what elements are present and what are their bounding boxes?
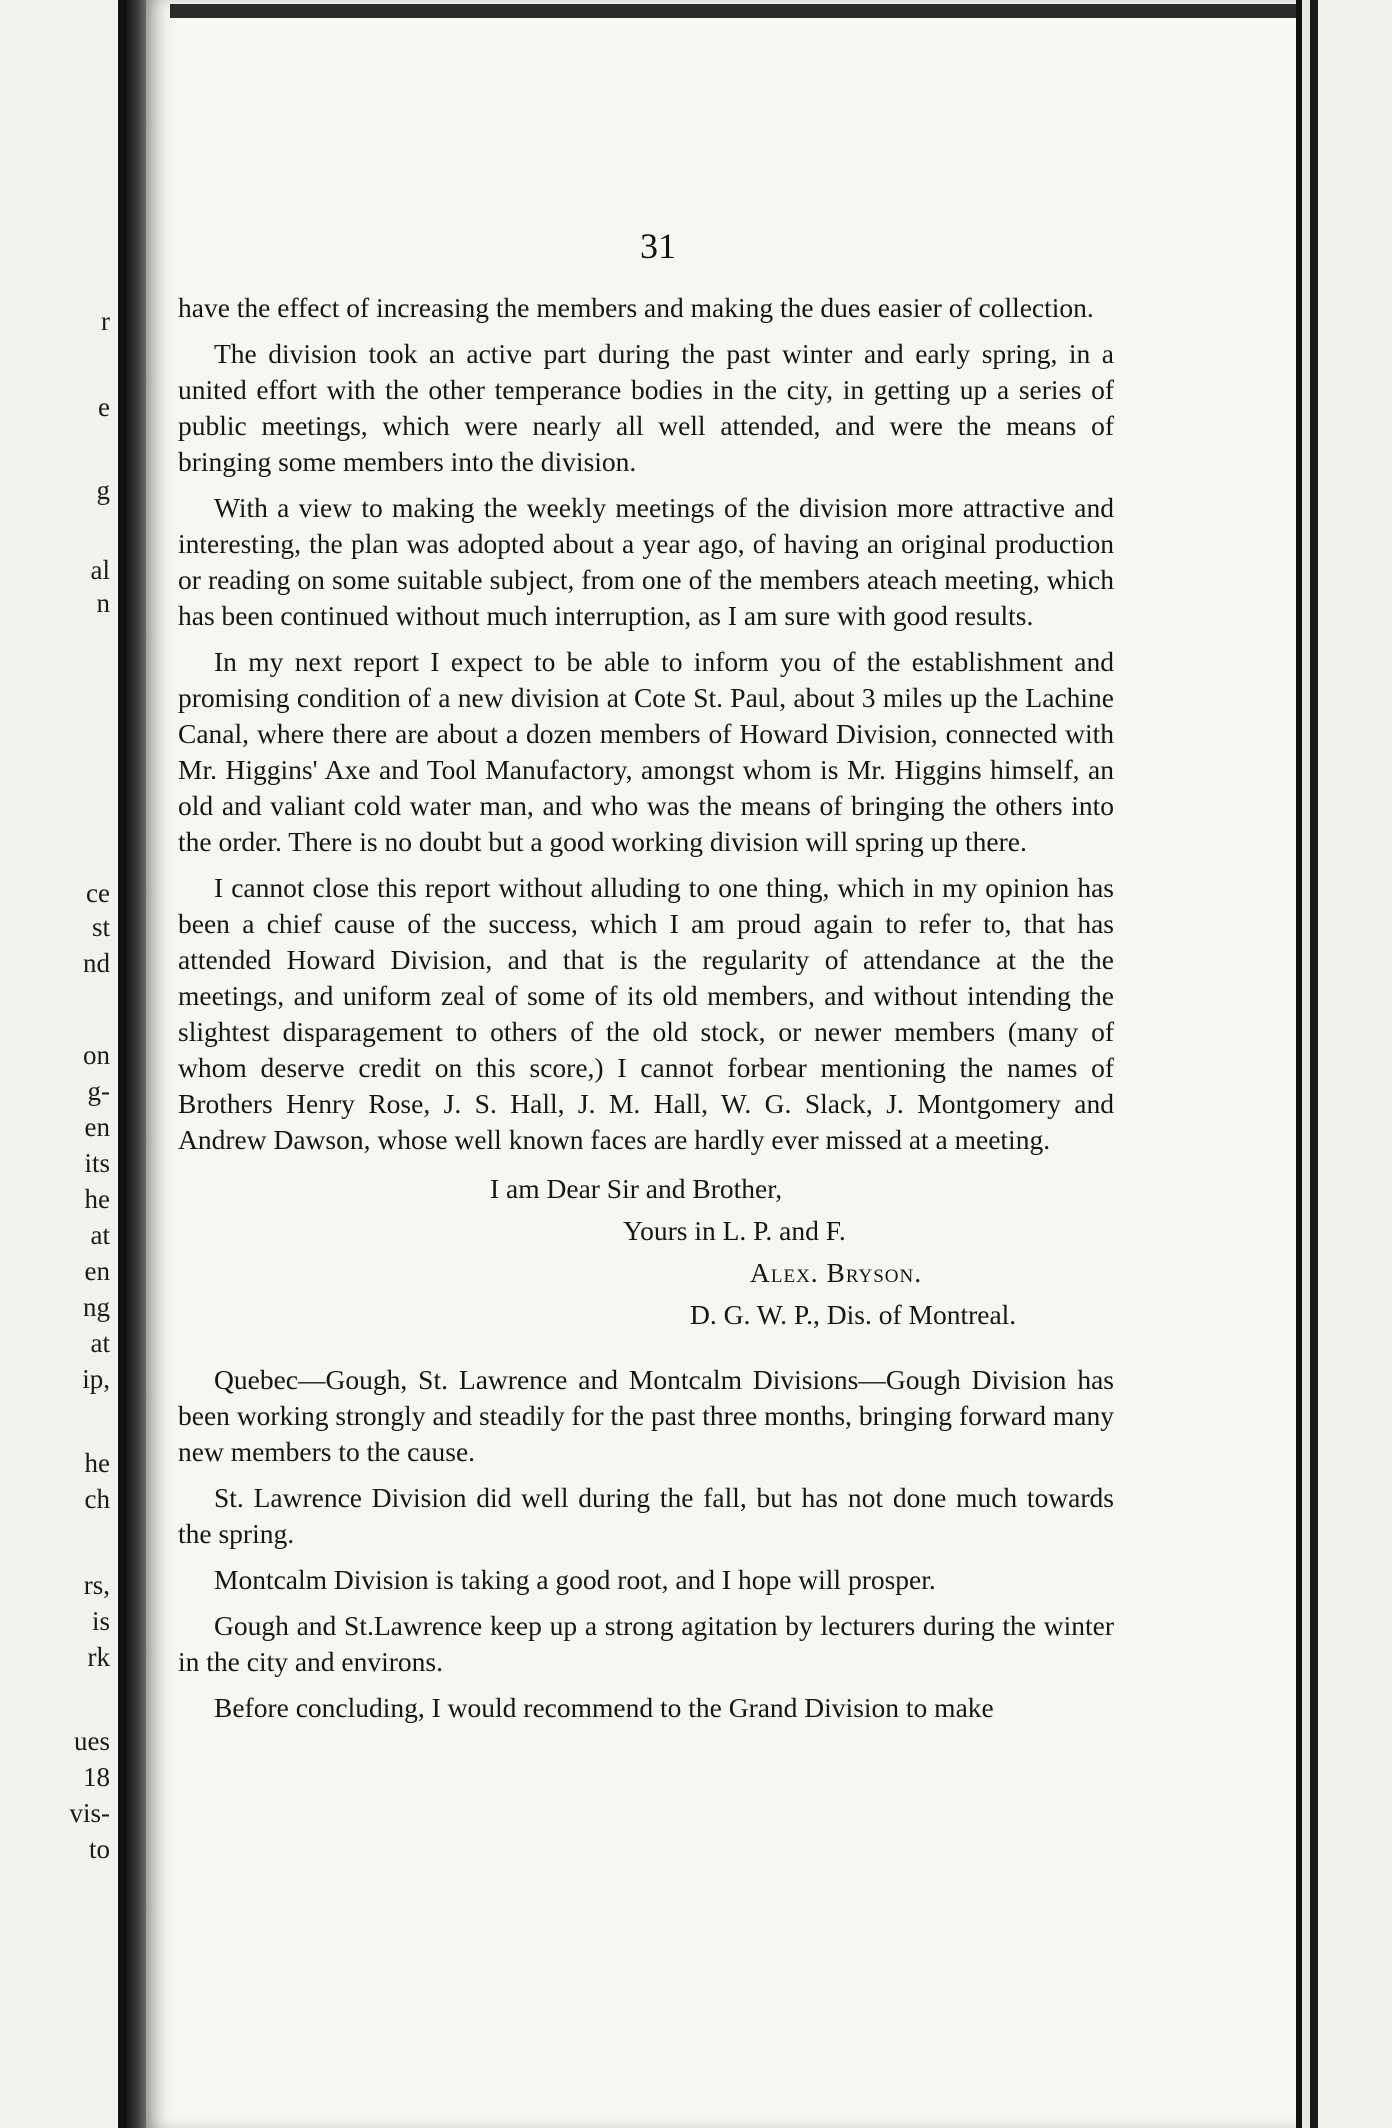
paragraph: Montcalm Division is taking a good root, and I hope will prosper.	[214, 1564, 936, 1595]
letter-closing	[178, 1168, 1114, 1336]
prev-page-fragment: at	[90, 1220, 110, 1250]
prev-page-fragment: al	[90, 555, 110, 585]
prev-page-fragment: en	[84, 1256, 110, 1286]
prev-page-fragment: g-	[87, 1076, 110, 1106]
prev-page-fragment: ues	[74, 1726, 110, 1756]
prev-page-fragment: to	[88, 1834, 110, 1864]
prev-page-fragment: on	[83, 1040, 110, 1070]
prev-page-fragment: vis-	[69, 1798, 110, 1828]
prev-page-fragment: ng	[83, 1292, 110, 1322]
paragraph: Gough and St.Lawrence keep up a strong agitation by lecturers during the winter in the city and environs.	[178, 1610, 1114, 1677]
prev-page-fragment: its	[84, 1148, 110, 1178]
prev-page-fragment: ip,	[82, 1364, 110, 1394]
closing-signature: Alex. Bryson.	[750, 1257, 923, 1288]
prev-page-fragment: e	[98, 392, 110, 422]
quebec-section	[178, 1362, 1114, 1726]
page-right-edge	[1296, 0, 1392, 2128]
prev-page-fragment: n	[96, 588, 110, 618]
paragraph: Before concluding, I would recommend to the Grand Division to make	[214, 1692, 994, 1723]
book-gutter	[124, 0, 146, 2128]
paragraph: I cannot close this report without alluding to one thing, which in my opinion has been a chief cause of the success, which I am proud again to refer to, that has attended Howard Division, and that is the regularity of attendance at the the meetings, and uniform zeal of some of its old members, and without intending the slightest disparagement to others of the old stock, or newer members (many of whom deserve credit on this score,) I cannot forbear mentioning the names of Brothers Henry Rose, J. S. Hall, J. M. Hall, W. G. Slack, J. Montgomery and Andrew Dawson, whose well known faces are hardly ever missed at a meeting.	[178, 872, 1114, 1155]
closing-valediction: Yours in L. P. and F.	[623, 1215, 846, 1246]
paragraph: have the effect of increasing the members and making the dues easier of collection.	[178, 292, 1094, 323]
prev-page-fragment: 18	[83, 1762, 110, 1792]
previous-page-edge	[0, 0, 124, 2128]
paragraph: In my next report I expect to be able to inform you of the establishment and promising condition of a new division at Cote St. Paul, about 3 miles up the Lachine Canal, where there are about a dozen members of Howard Division, connected with Mr. Higgins' Axe and Tool Manufactory, amongst whom is Mr. Higgins himself, an old and valiant cold water man, and who was the means of bringing the others into the order. There is no doubt but a good working division will spring up there.	[178, 646, 1114, 857]
page-number: 31	[640, 226, 676, 266]
prev-page-fragment: he	[84, 1184, 110, 1214]
prev-page-fragment: nd	[83, 948, 110, 978]
prev-page-fragment: ch	[84, 1484, 110, 1514]
paragraph: Quebec—Gough, St. Lawrence and Montcalm Divisions—Gough Division has been working strongly and steadily for the past three months, bringing forward many new members to the cause.	[178, 1364, 1114, 1467]
prev-page-fragment: rk	[87, 1642, 110, 1672]
prev-page-fragment: r	[101, 306, 110, 336]
prev-page-fragment: is	[91, 1606, 110, 1636]
prev-page-fragment: rs,	[83, 1570, 110, 1600]
closing-title: D. G. W. P., Dis. of Montreal.	[690, 1299, 1017, 1330]
prev-page-fragment: st	[91, 912, 110, 942]
paragraph: With a view to making the weekly meetings of the division more attractive and interesting, the plan was adopted about a year ago, of having an original production or reading on some suitable subject, from one of the members ateach meeting, which has been continued without much interruption, as I am sure with good results.	[178, 492, 1114, 631]
paragraph: The division took an active part during the past winter and early spring, in a united effort with the other temperance bodies in the city, in getting up a series of public meetings, which were nearly all well attended, and were the means of bringing some members into the division.	[178, 338, 1114, 477]
closing-salutation: I am Dear Sir and Brother,	[490, 1173, 783, 1204]
prev-page-fragment: at	[90, 1328, 110, 1358]
page-body	[178, 290, 1114, 1736]
prev-page-fragment: he	[84, 1448, 110, 1478]
prev-page-fragment: g	[96, 475, 110, 505]
prev-page-fragment: ce	[86, 878, 110, 908]
paragraph: St. Lawrence Division did well during the fall, but has not done much towards the spring.	[178, 1482, 1114, 1549]
page-top-edge	[170, 4, 1300, 18]
prev-page-fragment: en	[84, 1112, 110, 1142]
